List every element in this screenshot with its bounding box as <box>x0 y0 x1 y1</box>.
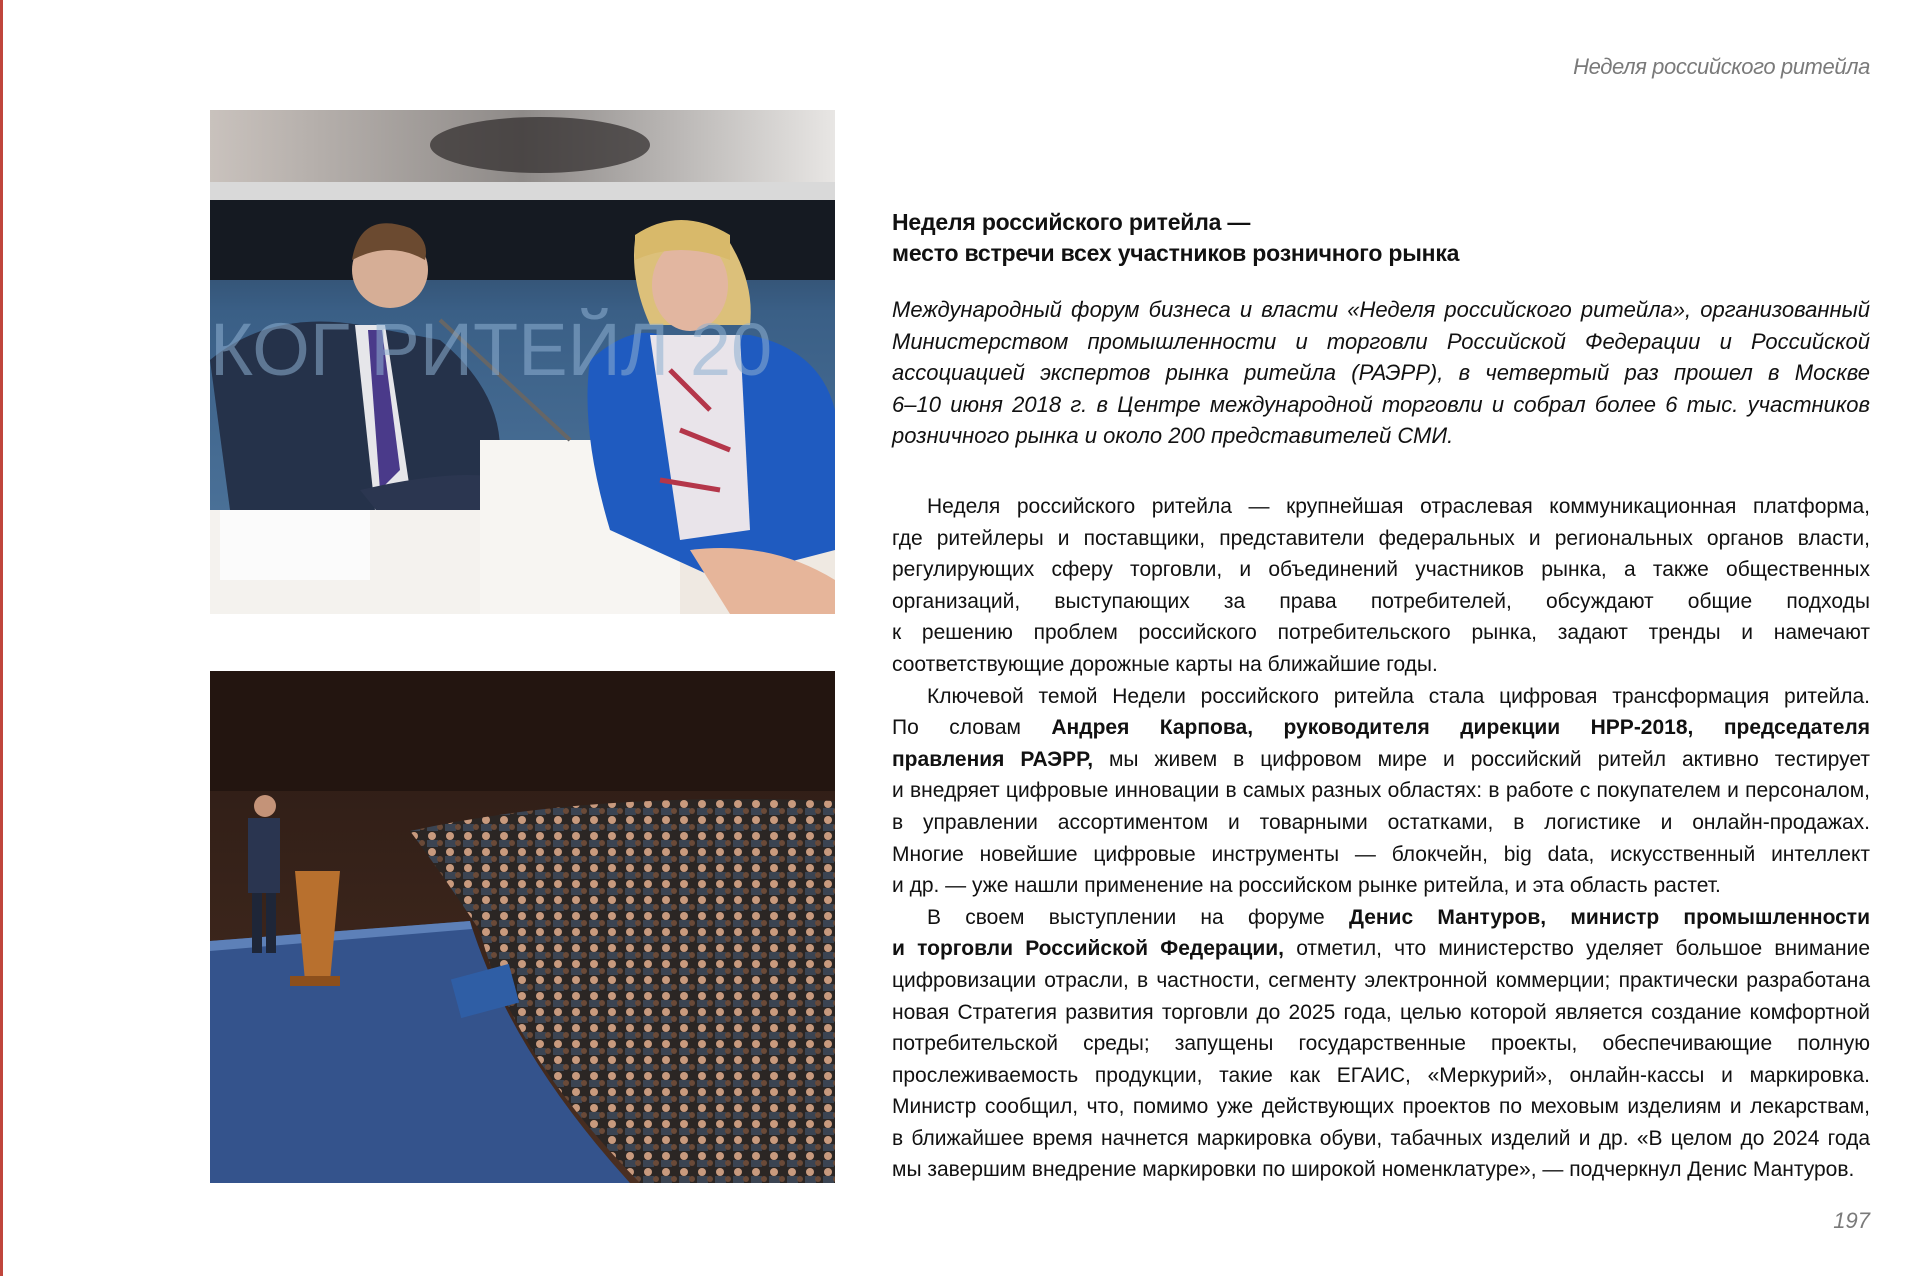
backdrop-lettering: КОГ РИТЕЙЛ 20 <box>210 308 773 391</box>
body-text: По словам <box>892 716 1052 740</box>
bold-name-text: Андрея Карпова, руководителя дирекции НРР-2018, председателя <box>1051 716 1870 740</box>
body-text: регулирующих сферу торговли, и объединений участников рынка, а также общественных <box>892 558 1870 582</box>
lead-text: ассоциацией экспертов рынка ритейла (РАЭРР), в четвертый раз прошел в Москве <box>892 360 1870 385</box>
lead-line <box>892 294 1870 326</box>
body-text: к решению проблем российского потребительского рынка, задают тренды и намечают <box>892 621 1870 645</box>
body-text: где ритейлеры и поставщики, представители федеральных и региональных органов власти, <box>892 526 1870 550</box>
photo-conference-hall <box>210 671 835 1183</box>
body-line <box>892 712 1870 744</box>
body-line <box>892 523 1870 555</box>
body-paragraph <box>892 902 1870 1186</box>
body-text: Ключевой темой Недели российского ритейла стала цифровая трансформация ритейла. <box>927 684 1870 708</box>
page-edge-accent-line <box>0 0 3 1276</box>
body-line <box>892 744 1870 776</box>
body-text: потребительской среды; запущены государственные проекты, обеспечивающие полную <box>892 1032 1870 1056</box>
lead-text: Министерством промышленности и торговли Российской Федерации и Российской <box>892 328 1870 354</box>
lead-line <box>892 420 1870 452</box>
body-text: прослеживаемость продукции, такие как ЕГАИС, «Меркурий», онлайн-кассы и маркировка. <box>892 1063 1870 1087</box>
body-line <box>892 617 1870 649</box>
body-line <box>892 807 1870 839</box>
bold-name-text: правления РАЭРР, <box>892 747 1094 771</box>
body-line <box>892 902 1870 934</box>
body-line <box>892 1091 1870 1123</box>
body-paragraph <box>892 681 1870 902</box>
body-text: Многие новейшие цифровые инструменты — блокчейн, big data, искусственный интеллект <box>892 842 1870 866</box>
body-text: цифровизации отрасли, в частности, сегменту электронной коммерции; практически разработана <box>892 968 1870 992</box>
body-line <box>892 1028 1870 1060</box>
title-line: Неделя российского ритейла — <box>892 209 1251 235</box>
body-line <box>892 933 1870 965</box>
body-text: соответствующие дорожные карты на ближайшие годы. <box>892 652 1438 676</box>
body-line <box>892 586 1870 618</box>
body-text: В своем выступлении на форуме <box>926 905 1349 929</box>
bold-name-text: Денис Мантуров, министр промышленности <box>1348 905 1870 929</box>
page-number: 197 <box>1833 1208 1870 1233</box>
lead-line <box>892 389 1870 421</box>
body-text: Министр сообщил, что, помимо уже действующих проектов по меховым изделиям и лекарствам, <box>892 1095 1870 1119</box>
article-title <box>892 207 1870 269</box>
body-line <box>892 1060 1870 1092</box>
body-text: мы живем в цифровом мире и российский ритейл активно тестирует <box>1093 747 1870 771</box>
article-body <box>892 491 1870 1186</box>
body-line <box>892 997 1870 1029</box>
running-head: Неделя российского ритейла <box>1573 54 1870 79</box>
lead-line <box>892 326 1870 358</box>
body-line <box>892 839 1870 871</box>
lead-paragraph <box>892 294 1870 452</box>
bold-name-text: и торговли Российской Федерации, <box>892 937 1284 961</box>
body-line <box>892 965 1870 997</box>
body-line <box>892 775 1870 807</box>
body-text: Неделя российского ритейла — крупнейшая отраслевая коммуникационная платформа, <box>927 495 1870 518</box>
body-line <box>892 1154 1870 1186</box>
lead-text: розничного рынка и около 200 представителей СМИ. <box>892 423 1454 448</box>
body-line <box>892 491 1870 523</box>
body-text: отметил, что министерство уделяет большое внимание <box>1283 937 1870 961</box>
body-text: в ближайшее время начнется маркировка обуви, табачных изделий и др. «В целом до 2024 года <box>892 1126 1870 1150</box>
body-text: мы завершим внедрение маркировки по широкой номенклатуре», — подчеркнул Денис Мантуров. <box>892 1158 1855 1182</box>
body-text: новая Стратегия развития торговли до 2025 года, целью которой является создание комфортной <box>892 1000 1870 1024</box>
title-line: место встречи всех участников розничного рынка <box>892 240 1460 266</box>
body-line <box>892 649 1870 681</box>
body-line <box>892 870 1870 902</box>
photo-panel-discussion <box>210 110 835 614</box>
lead-text: Международный форум бизнеса и власти «Неделя российского ритейла», организованный <box>892 297 1870 322</box>
lead-text: 6–10 июня 2018 г. в Центре международной торговли и собрал более 6 тыс. участников <box>892 391 1870 417</box>
body-text: и др. — уже нашли применение на российском рынке ритейла, и эта область растет. <box>892 874 1721 898</box>
lead-line <box>892 357 1870 389</box>
body-text: и внедряет цифровые инновации в самых разных областях: в работе с покупателем и персоналом, <box>892 779 1870 803</box>
body-line <box>892 681 1870 713</box>
body-line <box>892 554 1870 586</box>
body-paragraph <box>892 491 1870 681</box>
body-line <box>892 1123 1870 1155</box>
body-text: организаций, выступающих за права потребителей, обсуждают общие подходы <box>892 589 1870 613</box>
body-text: в управлении ассортиментом и товарными остатками, в логистике и онлайн-продажах. <box>892 810 1870 834</box>
